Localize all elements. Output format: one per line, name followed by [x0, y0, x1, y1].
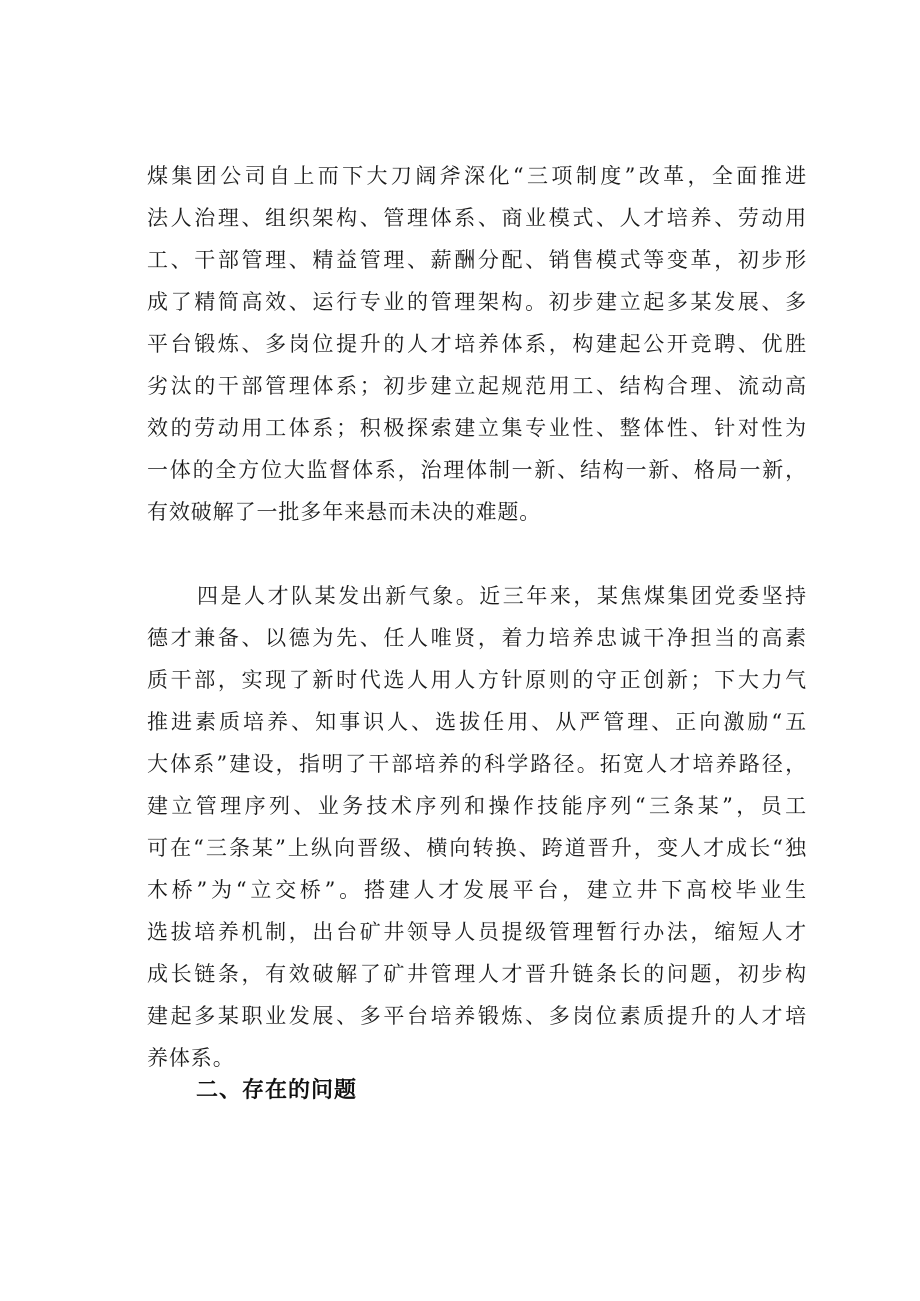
text-line: 成长链条，有效破解了矿井管理人才晋升链条长的问题，初步构 [147, 962, 807, 986]
text-line: 有效破解了一批多年来悬而未决的难题。 [147, 500, 542, 524]
text-line: 平台锻炼、多岗位提升的人才培养体系，构建起公开竞聘、优胜 [147, 332, 807, 356]
text-line: 劣汰的干部管理体系；初步建立起规范用工、结构合理、流动高 [147, 374, 807, 398]
text-line: 建立管理序列、业务技术序列和操作技能序列“三条某”，员工 [147, 794, 807, 818]
paragraph-reform-results [147, 155, 807, 533]
text-line: 建起多某职业发展、多平台培养锻炼、多岗位素质提升的人才培 [147, 1004, 807, 1028]
text-line: 效的劳动用工体系；积极探索建立集专业性、整体性、针对性为 [147, 416, 807, 440]
text-line: 一体的全方位大监督体系，治理体制一新、结构一新、格局一新， [147, 458, 807, 482]
text-line: 德才兼备、以德为先、任人唯贤，着力培养忠诚干净担当的高素 [147, 626, 807, 650]
text-line: 质干部，实现了新时代选人用人方针原则的守正创新；下大力气 [147, 668, 807, 692]
text-line: 选拔培养机制，出台矿井领导人员提级管理暂行办法，缩短人才 [147, 920, 807, 944]
text-line: 工、干部管理、精益管理、薪酬分配、销售模式等变革，初步形 [147, 248, 807, 272]
text-line: 煤集团公司自上而下大刀阔斧深化“三项制度”改革，全面推进 [147, 164, 807, 188]
text-line: 法人治理、组织架构、管理体系、商业模式、人才培养、劳动用 [147, 206, 807, 230]
text-line: 推进素质培养、知事识人、选拔任用、从严管理、正向激励“五 [147, 710, 807, 734]
text-line: 木桥”为“立交桥”。搭建人才发展平台，建立井下高校毕业生 [147, 878, 807, 902]
text-line: 成了精简高效、运行专业的管理架构。初步建立起多某发展、多 [147, 290, 807, 314]
text-line: 大体系”建设，指明了干部培养的科学路径。拓宽人才培养路径， [147, 752, 807, 776]
section-heading: 二、存在的问题 [196, 1078, 358, 1103]
text-line: 可在“三条某”上纵向晋级、横向转换、跨道晋升，变人才成长“独 [147, 836, 807, 860]
paragraph-talent-team [147, 575, 807, 1079]
text-line: 四是人才队某发出新气象。近三年来，某焦煤集团党委坚持 [197, 584, 807, 608]
text-line: 养体系。 [147, 1046, 235, 1070]
